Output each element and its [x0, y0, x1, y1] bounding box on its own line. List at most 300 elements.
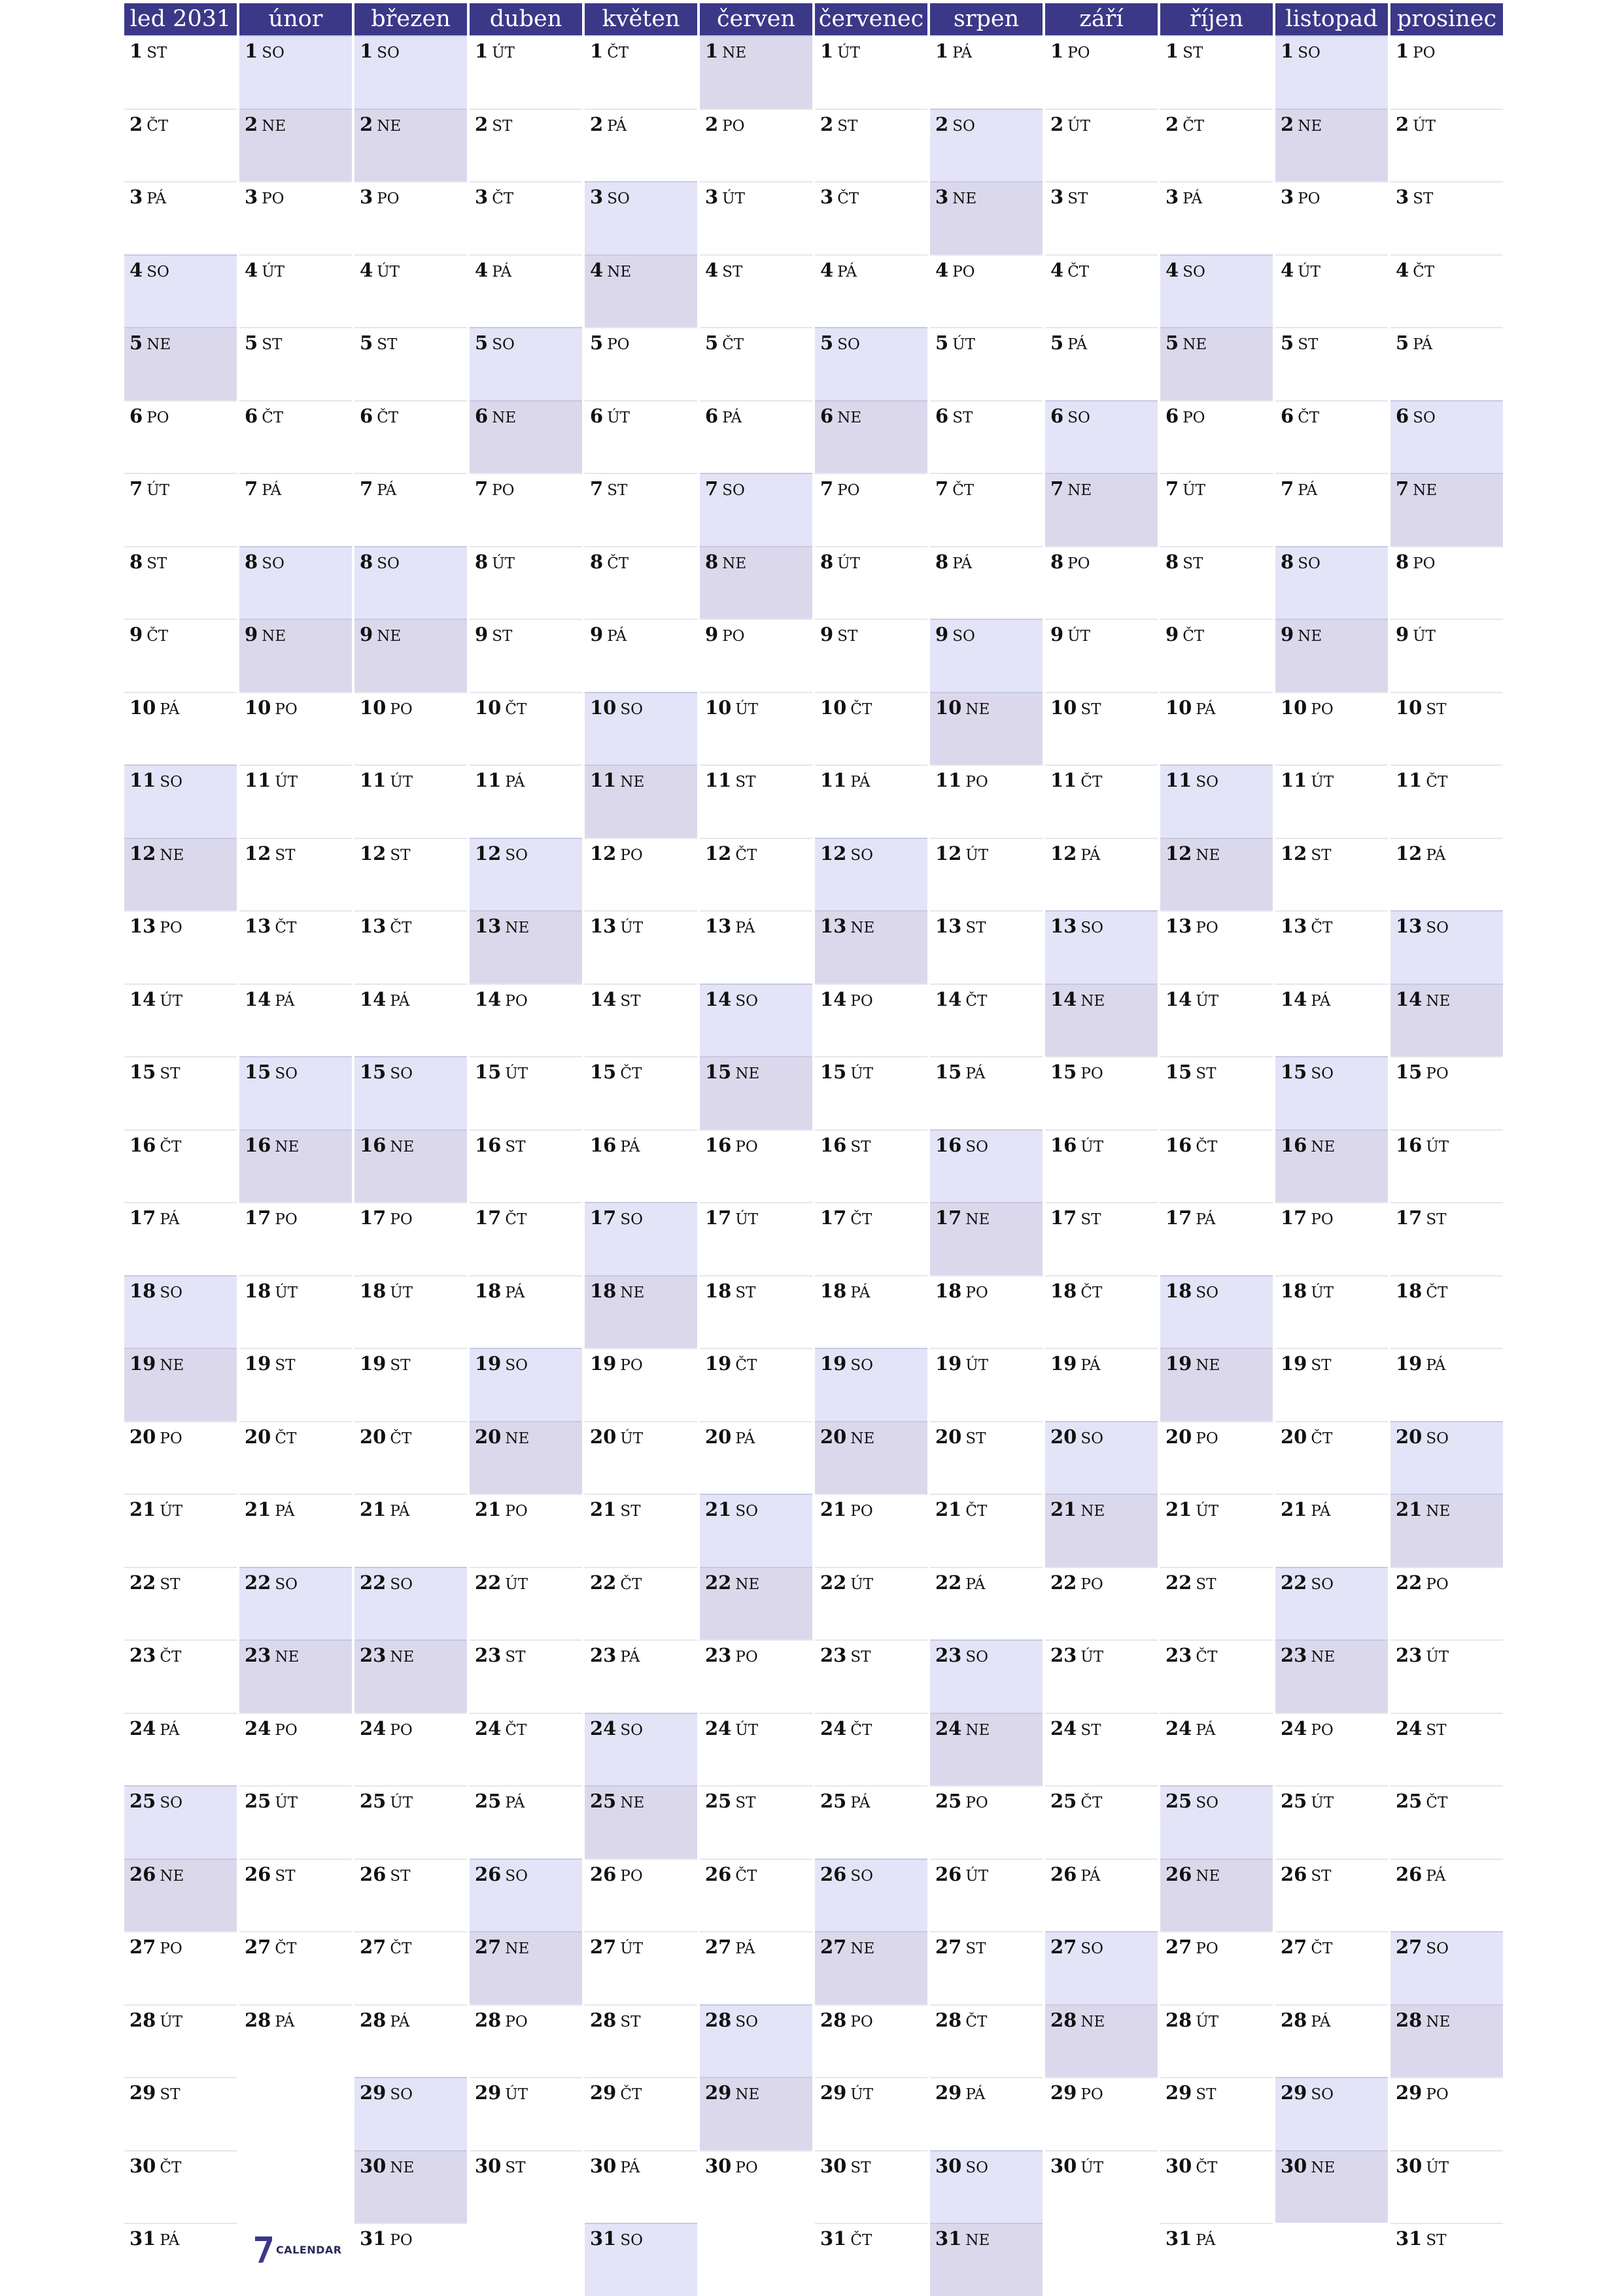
weekday-name: PÁ: [1080, 846, 1101, 864]
weekday-name: ÚT: [607, 409, 630, 426]
weekday-name: PO: [735, 2159, 758, 2176]
day-number: 7: [1050, 477, 1064, 500]
day-number: 28: [1396, 2008, 1423, 2031]
day-number: 29: [129, 2082, 156, 2104]
day-number: 16: [1050, 1133, 1077, 1156]
day-cell: [1390, 910, 1503, 984]
weekday-name: ČT: [965, 992, 988, 1010]
weekday-name: ČT: [1426, 1794, 1448, 1811]
day-number: 12: [1050, 842, 1077, 865]
day-cell: [585, 2004, 697, 2078]
weekday-name: ST: [837, 628, 858, 645]
day-number: 1: [1165, 40, 1179, 62]
day-number: 10: [245, 696, 271, 719]
day-number: 25: [129, 1790, 156, 1812]
weekday-name: ČT: [492, 190, 514, 207]
weekday-name: NE: [1080, 2013, 1105, 2030]
weekday-name: ST: [837, 117, 858, 135]
weekday-name: ST: [1182, 44, 1203, 61]
weekday-name: ČT: [1426, 1284, 1448, 1301]
day-cell: [585, 1129, 697, 1203]
weekday-name: SO: [1426, 1430, 1449, 1447]
day-number: 5: [360, 332, 373, 354]
day-number: 18: [590, 1279, 617, 1302]
day-cell: [815, 692, 927, 765]
day-cell: [354, 1785, 467, 1859]
day-cell: [124, 1494, 237, 1567]
weekday-name: PÁ: [837, 263, 857, 281]
day-cell: [1045, 1348, 1158, 1421]
day-number: 24: [935, 1717, 962, 1739]
day-number: 3: [1396, 186, 1409, 208]
day-number: 23: [590, 1644, 617, 1666]
weekday-name: NE: [377, 628, 402, 645]
weekday-name: ÚT: [1413, 117, 1436, 135]
day-cell: [354, 984, 467, 1057]
day-number: 15: [705, 1061, 732, 1083]
weekday-name: SO: [620, 2232, 643, 2249]
day-cell: [815, 1931, 927, 2004]
weekday-name: SO: [850, 1357, 873, 1374]
day-cell: [1160, 1202, 1273, 1275]
day-number: 23: [1396, 1644, 1423, 1666]
weekday-name: PO: [1426, 1575, 1449, 1593]
day-number: 17: [1396, 1207, 1423, 1229]
day-number: 29: [820, 2082, 847, 2104]
day-number: 24: [1396, 1717, 1423, 1739]
weekday-name: NE: [160, 846, 184, 864]
day-number: 1: [245, 40, 258, 62]
day-cell: [1045, 2077, 1158, 2150]
day-number: 22: [129, 1571, 156, 1594]
weekday-name: PÁ: [620, 2159, 640, 2176]
day-number: 22: [935, 1571, 962, 1594]
weekday-name: ČT: [722, 336, 744, 353]
month-header: červen: [700, 3, 812, 35]
weekday-name: SO: [620, 700, 643, 718]
day-number: 12: [1165, 842, 1192, 865]
year-calendar: [124, 0, 1506, 2296]
day-number: 13: [1050, 915, 1077, 937]
day-cell: [930, 838, 1043, 911]
day-number: 1: [1281, 40, 1294, 62]
weekday-name: ČT: [850, 2232, 872, 2249]
day-cell: [354, 1348, 467, 1421]
weekday-name: ÚT: [275, 774, 298, 791]
weekday-name: ÚT: [1298, 263, 1320, 281]
day-number: 26: [360, 1862, 387, 1885]
day-cell: [124, 1129, 237, 1203]
weekday-name: PO: [965, 1284, 988, 1301]
day-cell: [1045, 35, 1158, 109]
day-cell: [930, 1202, 1043, 1275]
weekday-name: SO: [275, 1575, 298, 1593]
weekday-name: ČT: [160, 1138, 182, 1156]
weekday-name: PÁ: [275, 992, 295, 1010]
weekday-name: ČT: [390, 1940, 412, 1957]
weekday-name: ST: [492, 628, 513, 645]
weekday-name: ČT: [620, 1065, 642, 1082]
day-cell: [470, 35, 582, 109]
day-cell: [930, 109, 1043, 182]
weekday-name: ST: [147, 555, 167, 572]
day-cell: [585, 838, 697, 911]
day-number: 25: [1050, 1790, 1077, 1812]
weekday-name: PO: [275, 1721, 298, 1739]
month-column: [585, 0, 700, 2296]
day-cell: [815, 2150, 927, 2223]
day-number: 19: [1396, 1352, 1423, 1375]
weekday-name: NE: [607, 263, 632, 281]
day-number: 16: [360, 1133, 387, 1156]
day-cell: [239, 984, 352, 1057]
day-number: 20: [935, 1425, 962, 1448]
day-cell: [239, 109, 352, 182]
month-column: [239, 0, 354, 2296]
day-number: 9: [1281, 623, 1294, 645]
day-cell: [239, 254, 352, 328]
day-number: 12: [245, 842, 271, 865]
weekday-name: PÁ: [850, 774, 871, 791]
day-cell: [930, 1129, 1043, 1203]
weekday-name: ČT: [1426, 774, 1448, 791]
weekday-name: ÚT: [1080, 1649, 1104, 1666]
day-cell: [930, 181, 1043, 254]
weekday-name: ČT: [965, 2013, 988, 2030]
day-cell: [700, 910, 812, 984]
weekday-name: NE: [505, 1940, 530, 1957]
day-number: 15: [245, 1061, 271, 1083]
weekday-name: NE: [1413, 482, 1438, 499]
day-number: 12: [475, 842, 502, 865]
weekday-name: ÚT: [965, 846, 989, 864]
day-cell: [1275, 1202, 1388, 1275]
weekday-name: PÁ: [505, 1284, 525, 1301]
day-number: 14: [475, 987, 502, 1010]
weekday-name: ÚT: [275, 1284, 298, 1301]
day-cell: [930, 546, 1043, 619]
weekday-name: ÚT: [1426, 2159, 1449, 2176]
day-cell: [124, 1056, 237, 1129]
weekday-name: NE: [735, 1575, 760, 1593]
day-cell: [700, 2004, 812, 2078]
day-number: 9: [1396, 623, 1409, 645]
day-number: 15: [129, 1061, 156, 1083]
day-number: 11: [129, 769, 156, 791]
weekday-name: PO: [620, 846, 643, 864]
weekday-name: PÁ: [952, 555, 973, 572]
day-number: 19: [360, 1352, 387, 1375]
day-number: 17: [245, 1207, 271, 1229]
day-number: 9: [705, 623, 719, 645]
day-number: 14: [1396, 987, 1423, 1010]
day-number: 4: [820, 258, 834, 281]
day-number: 28: [475, 2008, 502, 2031]
day-number: 27: [129, 1936, 156, 1958]
day-number: 15: [1165, 1061, 1192, 1083]
day-number: 22: [705, 1571, 732, 1594]
day-number: 4: [1050, 258, 1064, 281]
day-cell: [239, 1129, 352, 1203]
day-cell: [1275, 1348, 1388, 1421]
weekday-name: ST: [850, 1138, 871, 1156]
day-number: 30: [590, 2154, 617, 2177]
day-cell: [930, 764, 1043, 838]
day-number: 31: [1396, 2227, 1423, 2250]
day-number: 27: [1165, 1936, 1192, 1958]
day-number: 24: [590, 1717, 617, 1739]
day-number: 15: [935, 1061, 962, 1083]
day-number: 30: [1165, 2154, 1192, 2177]
weekday-name: ÚT: [1196, 2013, 1219, 2030]
weekday-name: PÁ: [1426, 1357, 1446, 1374]
day-cell: [1160, 1785, 1273, 1859]
weekday-name: NE: [620, 1794, 645, 1811]
day-cell: [700, 1202, 812, 1275]
weekday-name: ST: [390, 1867, 411, 1885]
weekday-name: ČT: [1182, 117, 1205, 135]
day-cell: [930, 910, 1043, 984]
day-number: 20: [1165, 1425, 1192, 1448]
weekday-name: ST: [735, 1284, 756, 1301]
day-cell: [1275, 692, 1388, 765]
day-number: 29: [360, 2082, 387, 2104]
month-column: [815, 0, 930, 2296]
day-cell: [1045, 1931, 1158, 2004]
day-number: 6: [129, 404, 143, 427]
day-cell: [354, 838, 467, 911]
day-number: 8: [245, 550, 258, 573]
weekday-name: ÚT: [1311, 774, 1334, 791]
weekday-name: PO: [620, 1867, 643, 1885]
weekday-name: SO: [837, 336, 860, 353]
weekday-name: PÁ: [1182, 190, 1203, 207]
day-number: 12: [129, 842, 156, 865]
day-number: 31: [935, 2227, 962, 2250]
weekday-name: ÚT: [1311, 1284, 1334, 1301]
day-number: 30: [1281, 2154, 1307, 2177]
day-cell: [1160, 2077, 1273, 2150]
day-number: 4: [129, 258, 143, 281]
day-cell: [930, 984, 1043, 1057]
day-number: 27: [820, 1936, 847, 1958]
month-header: říjen: [1160, 3, 1273, 35]
day-number: 29: [935, 2082, 962, 2104]
day-cell: [1275, 764, 1388, 838]
day-number: 19: [1165, 1352, 1192, 1375]
weekday-name: PO: [620, 1357, 643, 1374]
day-cell: [239, 1202, 352, 1275]
weekday-name: PO: [1196, 1430, 1218, 1447]
day-number: 28: [935, 2008, 962, 2031]
day-cell: [1160, 35, 1273, 109]
weekday-name: ÚT: [1196, 1503, 1219, 1520]
weekday-name: PO: [837, 482, 860, 499]
day-number: 13: [935, 915, 962, 937]
day-cell: [585, 910, 697, 984]
day-cell: [700, 2077, 812, 2150]
day-cell: [354, 1639, 467, 1713]
day-number: 12: [705, 842, 732, 865]
day-cell: [585, 1859, 697, 1932]
weekday-name: SO: [390, 2086, 413, 2103]
day-number: 29: [705, 2082, 732, 2104]
weekday-name: SO: [735, 2013, 758, 2030]
day-number: 21: [820, 1498, 847, 1520]
day-cell: [239, 35, 352, 109]
day-number: 25: [820, 1790, 847, 1812]
weekday-name: PO: [735, 1649, 758, 1666]
day-cell: [239, 692, 352, 765]
weekday-name: ÚT: [262, 263, 285, 281]
day-number: 9: [935, 623, 949, 645]
weekday-name: SO: [160, 1284, 182, 1301]
day-cell: [1045, 619, 1158, 692]
day-cell: [1045, 1129, 1158, 1203]
weekday-name: ČT: [1196, 1649, 1218, 1666]
day-cell: [470, 984, 582, 1057]
day-cell: [1160, 327, 1273, 400]
weekday-name: ÚT: [160, 992, 183, 1010]
weekday-name: ÚT: [1067, 117, 1090, 135]
day-number: 1: [360, 40, 373, 62]
day-number: 15: [1281, 1061, 1307, 1083]
day-number: 2: [590, 112, 604, 135]
day-number: 6: [935, 404, 949, 427]
day-cell: [700, 35, 812, 109]
day-number: 9: [1050, 623, 1064, 645]
day-cell: [1160, 2004, 1273, 2078]
weekday-name: PÁ: [735, 919, 755, 936]
day-cell: [1275, 35, 1388, 109]
weekday-name: PO: [850, 2013, 873, 2030]
day-cell: [815, 109, 927, 182]
day-cell: [1160, 1494, 1273, 1567]
day-number: 21: [1165, 1498, 1192, 1520]
day-cell: [585, 1785, 697, 1859]
day-number: 15: [820, 1061, 847, 1083]
day-number: 12: [1281, 842, 1307, 865]
weekday-name: NE: [850, 1430, 875, 1447]
weekday-name: ÚT: [1426, 1649, 1449, 1666]
weekday-name: NE: [722, 44, 747, 61]
day-number: 3: [935, 186, 949, 208]
weekday-name: SO: [850, 846, 873, 864]
day-cell: [470, 473, 582, 546]
day-number: 24: [475, 1717, 502, 1739]
weekday-name: NE: [965, 700, 990, 718]
day-number: 19: [935, 1352, 962, 1375]
weekday-name: ST: [390, 846, 411, 864]
day-number: 22: [1396, 1571, 1423, 1594]
day-cell: [239, 181, 352, 254]
weekday-name: SO: [1426, 919, 1449, 936]
weekday-name: ST: [965, 919, 986, 936]
weekday-name: ČT: [1080, 774, 1103, 791]
day-cell: [470, 1275, 582, 1348]
day-number: 5: [820, 332, 834, 354]
day-number: 10: [590, 696, 617, 719]
day-number: 20: [820, 1425, 847, 1448]
day-number: 4: [705, 258, 719, 281]
weekday-name: ST: [1196, 1575, 1216, 1593]
day-cell: [1275, 2150, 1388, 2223]
weekday-name: PÁ: [1426, 846, 1446, 864]
day-number: 26: [1281, 1862, 1307, 1885]
day-number: 27: [360, 1936, 387, 1958]
day-cell: [354, 109, 467, 182]
day-cell: [930, 254, 1043, 328]
day-cell: [1160, 764, 1273, 838]
day-number: 8: [1165, 550, 1179, 573]
day-number: 27: [1050, 1936, 1077, 1958]
day-cell: [1390, 1129, 1503, 1203]
day-number: 16: [935, 1133, 962, 1156]
weekday-name: ST: [377, 336, 398, 353]
weekday-name: ÚT: [620, 919, 644, 936]
day-cell: [585, 327, 697, 400]
weekday-name: PO: [1311, 1211, 1334, 1228]
weekday-name: ST: [1311, 846, 1332, 864]
day-number: 22: [1165, 1571, 1192, 1594]
weekday-name: ST: [735, 1794, 756, 1811]
day-cell: [1390, 1056, 1503, 1129]
weekday-name: ST: [160, 2086, 181, 2103]
day-cell: [1390, 1567, 1503, 1640]
day-cell: [354, 2077, 467, 2150]
weekday-name: PO: [377, 190, 400, 207]
day-number: 6: [1281, 404, 1294, 427]
day-number: 11: [820, 769, 847, 791]
day-number: 17: [129, 1207, 156, 1229]
weekday-name: SO: [1196, 1284, 1218, 1301]
month-column: [1160, 0, 1275, 2296]
day-cell: [815, 1567, 927, 1640]
day-cell: [1160, 2150, 1273, 2223]
weekday-name: ČT: [1080, 1794, 1103, 1811]
day-cell: [354, 1202, 467, 1275]
day-cell: [354, 400, 467, 473]
day-number: 1: [1396, 40, 1409, 62]
day-cell: [815, 327, 927, 400]
day-number: 25: [360, 1790, 387, 1812]
weekday-name: ST: [275, 1867, 296, 1885]
weekday-name: NE: [965, 1211, 990, 1228]
day-cell: [239, 838, 352, 911]
day-number: 16: [1396, 1133, 1423, 1156]
weekday-name: ČT: [735, 1357, 757, 1374]
day-cell: [815, 546, 927, 619]
day-number: 28: [360, 2008, 387, 2031]
weekday-name: NE: [965, 2232, 990, 2249]
weekday-name: SO: [262, 555, 285, 572]
weekday-name: PO: [160, 1940, 182, 1957]
day-cell: [700, 1713, 812, 1786]
weekday-name: PO: [1067, 44, 1090, 61]
weekday-name: ST: [1298, 336, 1319, 353]
day-number: 8: [1050, 550, 1064, 573]
day-cell: [239, 473, 352, 546]
weekday-name: ČT: [952, 482, 975, 499]
day-cell: [815, 1785, 927, 1859]
day-number: 21: [475, 1498, 502, 1520]
day-cell: [930, 1494, 1043, 1567]
day-cell: [354, 619, 467, 692]
day-number: 3: [705, 186, 719, 208]
day-cell: [1275, 254, 1388, 328]
weekday-name: ST: [1426, 2232, 1447, 2249]
month-header: červenec: [815, 3, 927, 35]
